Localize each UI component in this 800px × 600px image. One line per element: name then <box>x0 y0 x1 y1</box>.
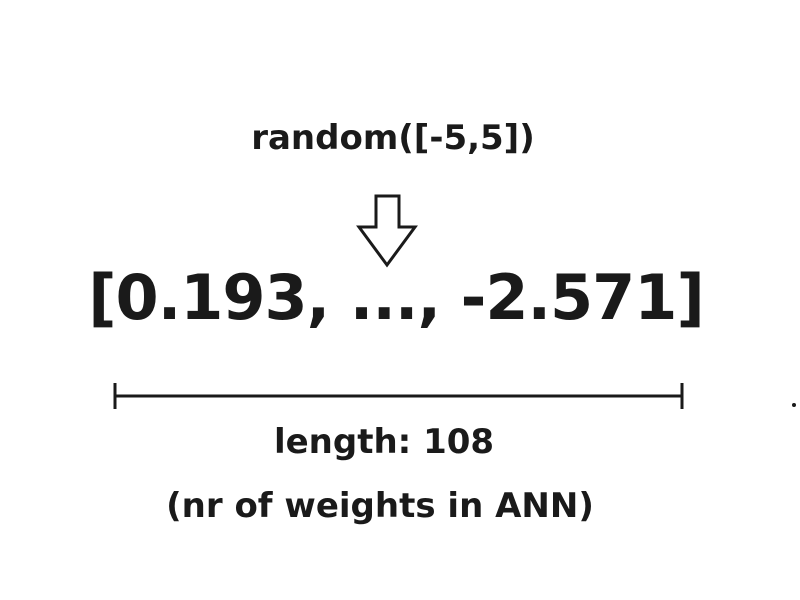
length-bracket <box>108 380 692 412</box>
weights-description: (nr of weights in ANN) <box>166 486 594 526</box>
length-label: length: 108 <box>273 422 495 462</box>
stray-dot <box>792 403 796 407</box>
random-function-label: random([-5,5]) <box>251 118 535 158</box>
weights-vector: [0.193, ..., -2.571] <box>88 261 704 334</box>
